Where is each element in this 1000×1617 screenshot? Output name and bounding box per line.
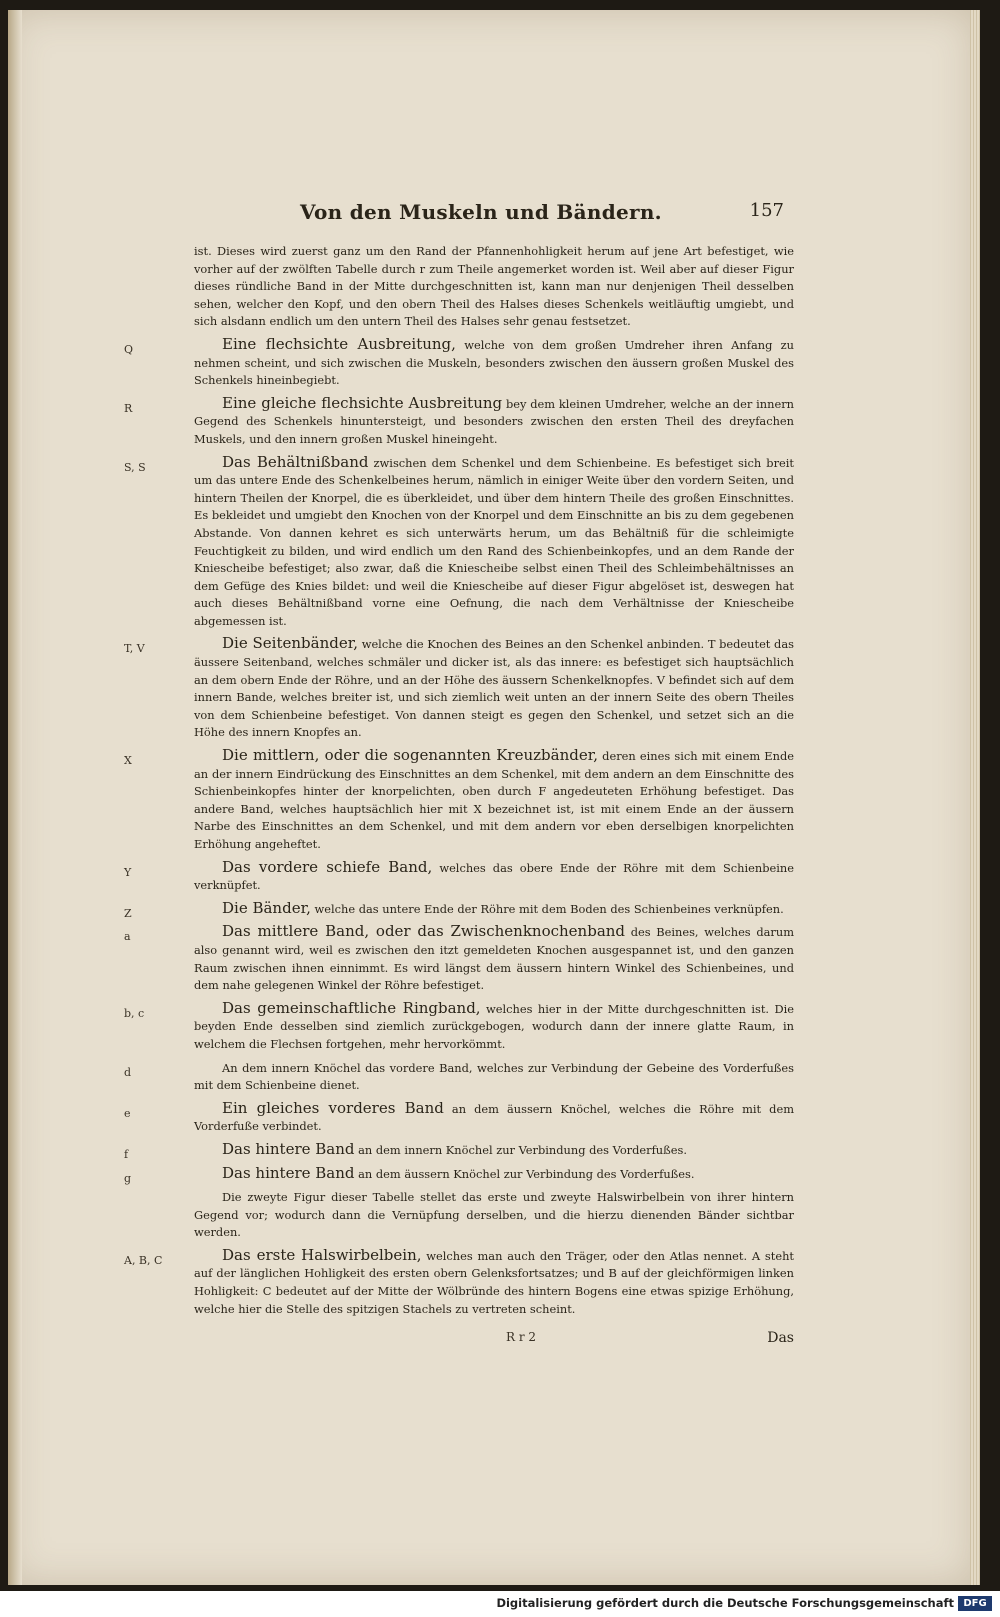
paragraph-lead: Das hintere Band xyxy=(222,1163,355,1182)
paragraph xyxy=(124,1059,794,1095)
paragraph-text xyxy=(194,1000,794,1054)
figure-marker: f xyxy=(124,1147,129,1161)
paragraph xyxy=(194,1188,794,1242)
paragraph xyxy=(194,242,794,331)
paragraph-lead: Die Seitenbänder, xyxy=(222,634,359,653)
paragraph-text xyxy=(194,1165,794,1184)
paragraph-body: welches man auch den Träger, oder den Atlas nennet. A steht auf der länglichen Hohligkeit des ersten obern Gelenksfortsatzes; und B auf der gleichförmigen linken Hohligkeit: C bedeutet auf der Mitte der Wölbründe des hintern Bogens eine etwas spizige Erhöhung, welche hier die Stelle des spitzigen Stachels zu vertreten scheint. xyxy=(194,1248,794,1316)
running-title: Von den Muskeln und Bändern. xyxy=(300,200,662,224)
paragraph xyxy=(124,746,794,854)
paragraph-lead: Das mittlere Band, oder das Zwischenknochenband xyxy=(222,922,626,941)
page-footer xyxy=(194,1330,794,1352)
figure-marker: T, V xyxy=(124,642,145,656)
signature-mark: R r 2 xyxy=(506,1330,537,1344)
paragraph-text xyxy=(194,454,794,631)
page-header xyxy=(8,200,974,236)
figure-marker: Z xyxy=(124,906,132,920)
paragraph-body: Die zweyte Figur dieser Tabelle stellet das erste und zweyte Halswirbelbein von ihrer hintern Gegend vor; wodurch dann die Vernüpfung derselben, und die hierzu dienenden Bänder sichtbar werden. xyxy=(194,1190,794,1240)
paragraph xyxy=(124,1163,794,1185)
digitization-credit-bar xyxy=(0,1591,1000,1617)
catchword: Das xyxy=(767,1330,794,1346)
figure-marker: d xyxy=(124,1065,132,1079)
figure-marker: R xyxy=(124,401,133,415)
paragraph-body: welches hier in der Mitte durchgeschnitten ist. Die beyden Ende desselben sind ziemlich zurückgebogen, wodurch dann der innere glatte Raum, in welchem die Flechsen fortgehen, mehr hervorkömmt. xyxy=(194,1001,794,1051)
paragraph xyxy=(124,1139,794,1161)
dfg-logo-icon: DFG xyxy=(958,1596,992,1611)
paragraph xyxy=(124,898,794,920)
paragraph-body: an dem äussern Knöchel zur Verbindung des Vorderfußes. xyxy=(354,1166,695,1181)
paragraph-lead: Eine flechsichte Ausbreitung, xyxy=(222,334,456,353)
paragraph xyxy=(124,393,794,449)
paragraph-text xyxy=(194,900,794,919)
paragraph-text xyxy=(194,1141,794,1160)
digitization-credit: Digitalisierung gefördert durch die Deutsche Forschungsgemeinschaft xyxy=(496,1596,954,1610)
paragraph-lead: Ein gleiches vorderes Band xyxy=(222,1098,444,1117)
paragraph xyxy=(124,1245,794,1318)
paragraph-text xyxy=(194,923,794,994)
paragraph-text xyxy=(194,336,794,390)
paragraph-body: an dem äussern Knöchel, welches die Röhre mit dem Vorderfuße verbindet. xyxy=(194,1101,794,1134)
paragraph-body: welche die Knochen des Beines an den Schenkel anbinden. T bedeutet das äussere Seitenband, welches schmäler und dicker ist, als das innere: es befestiget sich hauptsächlich an dem obern Ende der Röhre, und an der Höhe des äussern Schenkelknopfes. V befindet sich auf dem innern Bande, welches breiter ist, und sich ziemlich weit unten an der innern Seite des obern Theiles von dem Schienbeine befestiget. Von dannen steigt es gegen den Schenkel, und setzet sich an die Höhe des innern Knopfes an. xyxy=(194,637,794,740)
paragraph-text xyxy=(194,242,794,331)
figure-marker: b, c xyxy=(124,1006,145,1020)
paragraph-body: welche das untere Ende der Röhre mit dem Boden des Schienbeines verknüpfen. xyxy=(310,901,784,916)
figure-marker: Q xyxy=(124,342,134,356)
page-gutter-shadow xyxy=(8,10,22,1585)
page-stack-edge xyxy=(970,10,980,1585)
paragraph-text xyxy=(194,1247,794,1318)
paragraph-text xyxy=(194,1100,794,1136)
figure-marker: e xyxy=(124,1106,131,1120)
paragraph-body: ist. Dieses wird zuerst ganz um den Rand der Pfannenhohligkeit herum auf jene Art befestiget, wie vorher auf der zwölften Tabelle durch r zum Theile angemerket worden ist. Weil aber auf dieser Figur dieses ründliche Band in der Mitte durchgeschnitten ist, kann man nur denjenigen Theil desselben sehen, welcher den Kopf, und den obern Theil des Halses dieses Schenkels weitläuftig umgiebt, und sich alsdann endlich um den untern Theil des Halses sehr genau festsetzet. xyxy=(194,244,794,329)
paragraph xyxy=(124,1098,794,1136)
figure-marker: Y xyxy=(124,865,132,879)
paragraph-lead: Das hintere Band xyxy=(222,1139,355,1158)
paragraph-lead: Eine gleiche flechsichte Ausbreitung xyxy=(222,393,503,412)
paragraph xyxy=(124,452,794,631)
paragraph xyxy=(124,634,794,742)
paragraph-text xyxy=(194,1059,794,1095)
paragraph-lead: Das gemeinschaftliche Ringband, xyxy=(222,998,481,1017)
figure-marker: X xyxy=(124,754,132,768)
paragraph-body: An dem innern Knöchel das vordere Band, welches zur Verbindung der Gebeine des Vorderfußes mit dem Schienbeine dienet. xyxy=(194,1060,794,1093)
paragraph-body: welches das obere Ende der Röhre mit dem Schienbeine verknüpfet. xyxy=(194,860,794,893)
paragraph-body: zwischen dem Schenkel und dem Schienbeine. Es befestiget sich breit um das untere Ende des Schenkelbeines herum, nämlich in einiger Weite über den vordern Seiten, und hintern Theilen der Knorpel, die es überkleidet, und über dem hintern Theile des großen Einschnittes. Es bekleidet und umgiebt den Knochen von der Knorpel und dem Einschnitte an bis zu dem gegebenen Abstande. Von dannen kehret es sich unterwärts herum, um das Behältniß für die schleimigte Feuchtigkeit zu bilden, und wird endlich um den Rand des Schienbeinkopfes, und an dem Rande der Kniescheibe befestiget; also zwar, daß die Kniescheibe selbst einen Theil des Schleimbehältnisses an dem Gefüge des Knies bildet: und weil die Kniescheibe auf dieser Figur abgelöset ist, deswegen hat auch dieses Behältnißband vorne eine Oefnung, die nach dem Verhältnisse der Kniescheibe abgemessen ist. xyxy=(194,455,794,628)
figure-marker: S, S xyxy=(124,460,146,474)
paragraph-body: des Beines, welches darum also genannt wird, weil es zwischen den itzt gemeldeten Knochen ausgespannet ist, und den ganzen Raum zwischen ihnen einnimmt. Es wird längst dem äussern hintern Winkel des Schienbeines, und dem nahe gelegenen Winkel der Röhre befestiget. xyxy=(194,925,794,993)
paragraph xyxy=(124,334,794,390)
paragraph-lead: Die mittlern, oder die sogenannten Kreuzbänder, xyxy=(222,746,599,765)
paragraph-lead: Das vordere schiefe Band, xyxy=(222,857,433,876)
paragraph-body: bey dem kleinen Umdreher, welche an der innern Gegend des Schenkels hinuntersteigt, und besonders zwischen den ersten Theil des dreyfachen Muskels, und den innern großen Muskel hineingeht. xyxy=(194,396,794,446)
paragraph-text xyxy=(194,635,794,742)
paragraph-lead: Das Behältnißband xyxy=(222,452,369,471)
figure-marker: A, B, C xyxy=(124,1253,163,1267)
paragraph-body: welche von dem großen Umdreher ihren Anfang zu nehmen scheint, und sich zwischen die Muskeln, besonders zwischen den äussern großen Muskel des Schenkels hineinbegiebt. xyxy=(194,337,794,388)
paragraph xyxy=(124,857,794,895)
page-body xyxy=(124,242,794,1323)
paragraph-body: deren eines sich mit einem Ende an der innern Eindrückung des Einschnittes an dem Schenkel, mit dem andern an dem Einschnitte des Schienbeinkopfes hinter der knorpelichten, oben durch F angedeuteten Erhöhung befestiget. Das andere Band, welches hauptsächlich hier mit X bezeichnet ist, ist mit einem Ende an der äussern Narbe des Einschnittes an dem Schenkel, und mit dem andern vor eben derselbigen knorpelichten Erhöhung angeheftet. xyxy=(194,749,794,851)
figure-marker: g xyxy=(124,1171,132,1185)
paragraph-text xyxy=(194,859,794,895)
paragraph-text xyxy=(194,1188,794,1242)
paragraph xyxy=(124,922,794,994)
paragraph-text xyxy=(194,747,794,854)
paragraph-text xyxy=(194,395,794,449)
paragraph-lead: Die Bänder, xyxy=(222,898,311,917)
paragraph-lead: Das erste Halswirbelbein, xyxy=(222,1245,422,1264)
page-number: 157 xyxy=(749,200,784,221)
paragraph xyxy=(124,998,794,1054)
book-page xyxy=(8,10,980,1585)
paragraph-body: an dem innern Knöchel zur Verbindung des Vorderfußes. xyxy=(354,1142,687,1157)
figure-marker: a xyxy=(124,930,131,944)
